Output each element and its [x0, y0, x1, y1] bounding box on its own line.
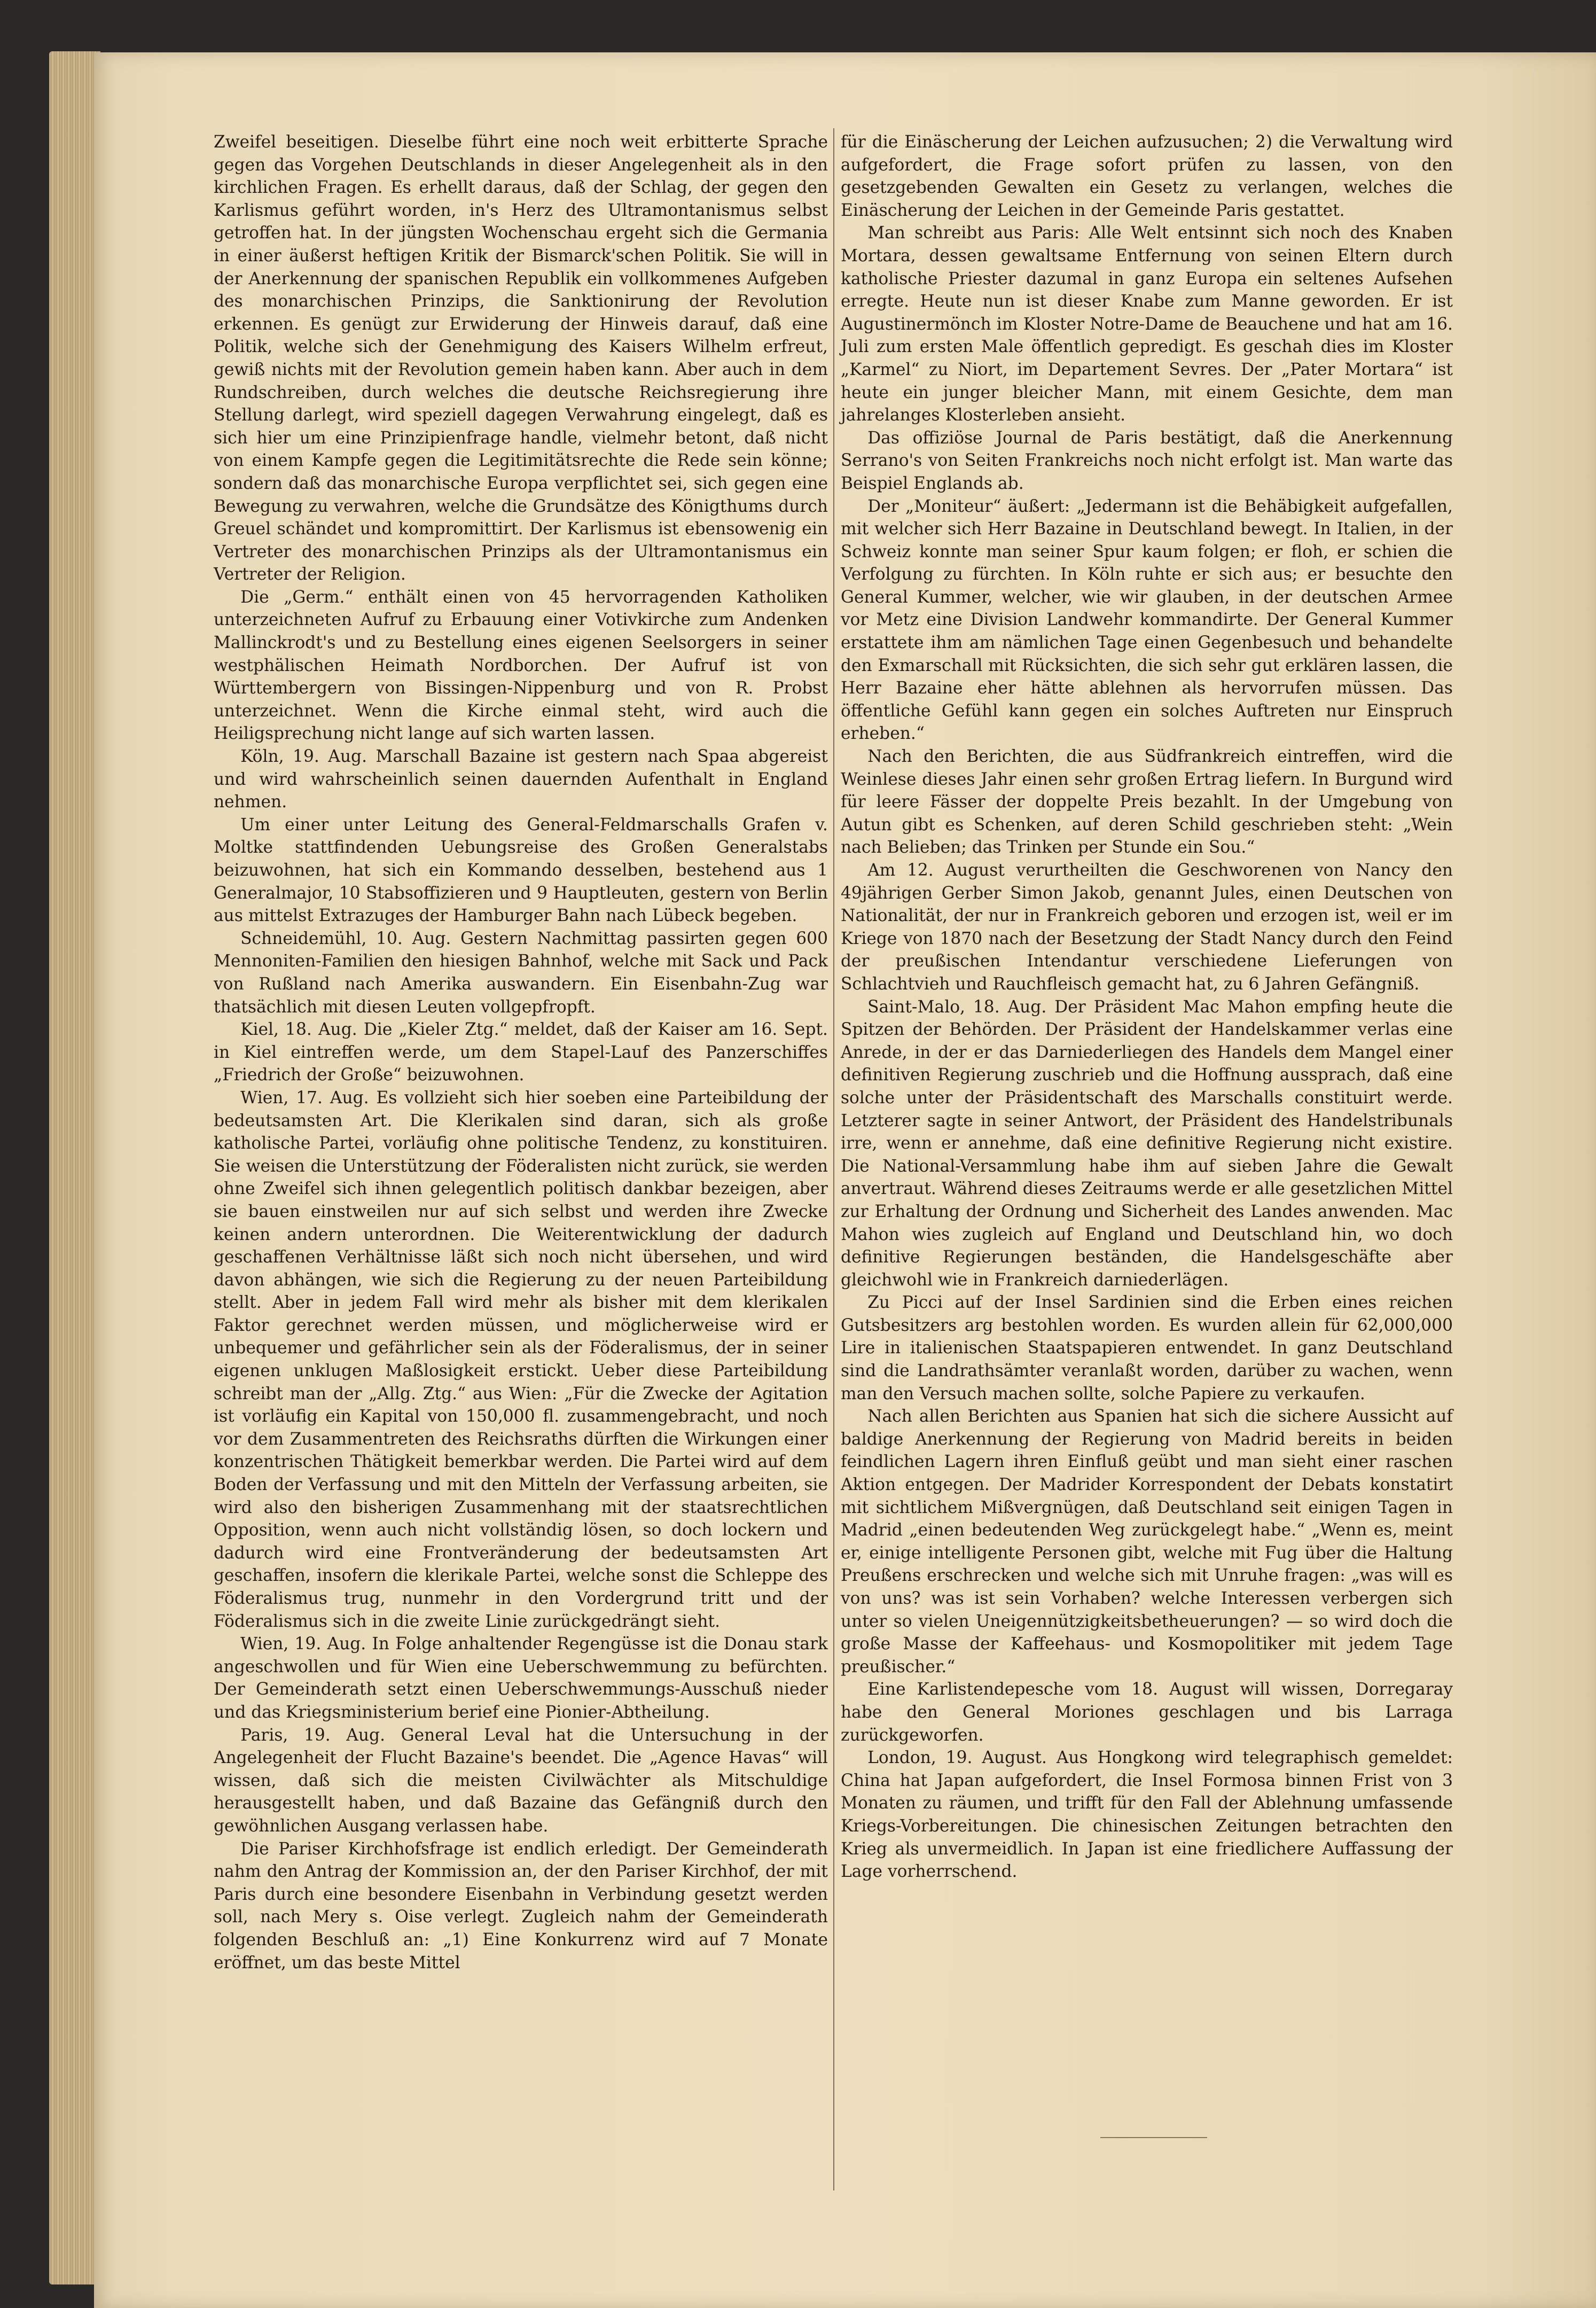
- end-rule: [1100, 2137, 1207, 2138]
- left-column: [214, 131, 828, 1974]
- paragraph: Nach den Berichten, die aus Südfrankreich eintreffen, wird die Weinlese dieses Jahr einen sehr großen Ertrag liefern. In Burgund wird für leere Fässer der doppelte Preis bezahlt. In der Umgebung von Autun gibt es Schenken, auf deren Schild geschrieben steht: „Wein nach Belieben; das Trinken per Stunde ein Sou.“: [841, 747, 1453, 857]
- paragraph: Nach allen Berichten aus Spanien hat sich die sichere Aussicht auf baldige Anerkennung der Regierung von Madrid bereits in beiden feindlichen Lagern ihren Einfluß geübt und man sieht einer raschen Aktion entgegen. Der Madrider Korrespondent der Debats konstatirt mit sichtlichem Mißvergnügen, daß Deutschland seit einigen Tagen in Madrid „einen bedeutenden Weg zurückgelegt habe.“ „Wenn es, meint er, einige intelligente Personen gibt, welche mit Fug über die Haltung Preußens erschrecken und welche sich mit Unruhe fragen: „was will es von uns? was ist sein Vorhaben? welche Interessen verbergen sich unter so vielen Uneigennützigkeitsbetheuerungen? — so wird doch die große Masse der Kaffeehaus- und Kosmopolitiker mit jedem Tage preußischer.“: [841, 1407, 1453, 1677]
- paragraph: London, 19. August. Aus Hongkong wird telegraphisch gemeldet: China hat Japan aufgefordert, die Insel Formosa binnen Frist von 3 Monaten zu räumen, und trifft für den Fall der Ablehnung umfassende Kriegs-Vorbereitungen. Die chinesischen Zeitungen betrachten den Krieg als unvermeidlich. In Japan ist eine friedlichere Auffassung der Lage vorherrschend.: [841, 1748, 1453, 1882]
- paragraph: Zu Picci auf der Insel Sardinien sind die Erben eines reichen Gutsbesitzers arg bestohlen worden. Es wurden allein für 62,000,000 Lire in italienischen Staatspapieren entwendet. In ganz Deutschland sind die Landrathsämter veranlaßt worden, darüber zu wachen, wenn man den Versuch machen sollte, solche Papiere zu verkaufen.: [841, 1293, 1453, 1403]
- column-divider: [833, 128, 834, 2190]
- paragraph: Eine Karlistendepesche vom 18. August will wissen, Dorregaray habe den General Moriones geschlagen und bis Larraga zurückgeworfen.: [841, 1680, 1453, 1745]
- paragraph: Wien, 19. Aug. In Folge anhaltender Regengüsse ist die Donau stark angeschwollen und für Wien eine Ueberschwemmung zu befürchten. Der Gemeinderath setzt einen Ueberschwemmungs-Ausschuß nieder und das Kriegsministerium berief eine Pionier-Abtheilung.: [214, 1634, 828, 1722]
- paragraph: Köln, 19. Aug. Marschall Bazaine ist gestern nach Spaa abgereist und wird wahrscheinlich seinen dauernden Aufenthalt in England nehmen.: [214, 747, 828, 812]
- paragraph: Zweifel beseitigen. Dieselbe führt eine noch weit erbitterte Sprache gegen das Vorgehen Deutschlands in dieser Angelegenheit als in den kirchlichen Fragen. Es erhellt daraus, daß der Schlag, der gegen den Karlismus geführt worden, in's Herz des Ultramontanismus selbst getroffen hat. In der jüngsten Wochenschau ergeht sich die Germania in einer äußerst heftigen Kritik der Bismarck'schen Politik. Sie will in der Anerkennung der spanischen Republik ein vollkommenes Aufgeben des monarchischen Prinzips, die Sanktionirung der Revolution erkennen. Es genügt zur Erwiderung der Hinweis darauf, daß eine Politik, welche sich der Genehmigung des Kaisers Wilhelm erfreut, gewiß nichts mit der Revolution gemein haben kann. Aber auch in dem Rundschreiben, durch welches die deutsche Reichsregierung ihre Stellung darlegt, wird speziell dagegen Verwahrung eingelegt, daß es sich hier um eine Prinzipienfrage handle, vielmehr betont, daß nicht von einem Kampfe gegen die Legitimitätsrechte die Rede sein könne; sondern daß das monarchische Europa verpflichtet sei, sich gegen eine Bewegung zu verwahren, welche die Grundsätze des Königthums durch Greuel schändet und kompromittirt. Der Karlismus ist ebensowenig ein Vertreter des monarchischen Prinzips als der Ultramontanismus ein Vertreter der Religion.: [214, 132, 828, 584]
- paragraph: Man schreibt aus Paris: Alle Welt entsinnt sich noch des Knaben Mortara, dessen gewaltsame Entfernung von seinen Eltern durch katholische Priester dazumal in ganz Europa ein seltenes Aufsehen erregte. Heute nun ist dieser Knabe zum Manne geworden. Er ist Augustinermönch im Kloster Notre-Dame de Beauchene und hat am 16. Juli zum ersten Male öffentlich gepredigt. Es geschah dies im Kloster „Karmel“ zu Niort, im Departement Sevres. Der „Pater Mortara“ ist heute ein junger bleicher Mann, mit einem Gesichte, dem man jahrelanges Klosterleben ansieht.: [841, 223, 1453, 425]
- paragraph: Paris, 19. Aug. General Leval hat die Untersuchung in der Angelegenheit der Flucht Bazaine's beendet. Die „Agence Havas“ will wissen, daß sich die meisten Civilwächter als Mitschuldige herausgestellt haben, und daß Bazaine das Gefängniß durch den gewöhnlichen Ausgang verlassen habe.: [214, 1725, 828, 1836]
- paragraph: für die Einäscherung der Leichen aufzusuchen; 2) die Verwaltung wird aufgefordert, die Frage sofort prüfen zu lassen, von den gesetzgebenden Gewalten ein Gesetz zu verlangen, welches die Einäscherung der Leichen in der Gemeinde Paris gestattet.: [841, 132, 1453, 220]
- paragraph: Schneidemühl, 10. Aug. Gestern Nachmittag passirten gegen 600 Mennoniten-Familien den hiesigen Bahnhof, welche mit Sack und Pack von Rußland nach Amerika auswandern. Ein Eisenbahn-Zug war thatsächlich mit diesen Leuten vollgepfropft.: [214, 929, 828, 1017]
- paragraph: Der „Moniteur“ äußert: „Jedermann ist die Behäbigkeit aufgefallen, mit welcher sich Herr Bazaine in Deutschland bewegt. In Italien, in der Schweiz konnte man seiner Spur kaum folgen; er floh, er schien die Verfolgung zu fürchten. In Köln ruhte er sich aus; er besuchte den General Kummer, welcher, wie wir glauben, in der deutschen Armee vor Metz eine Division Landwehr kommandirte. Der General Kummer erstattete ihm am nämlichen Tage einen Gegenbesuch und behandelte den Exmarschall mit Rücksichten, die sich sehr gut erklären lassen, die Herr Bazaine eher hätte ablehnen als hervorrufen müssen. Das öffentliche Gefühl kann gegen ein solches Auftreten nur Einspruch erheben.“: [841, 496, 1453, 744]
- paragraph: Die „Germ.“ enthält einen von 45 hervorragenden Katholiken unterzeichneten Aufruf zu Erbauung einer Votivkirche zum Andenken Mallinckrodt's und zu Bestellung eines eigenen Seelsorgers in seiner westphälischen Heimath Nordborchen. Der Aufruf ist von Württembergern von Bissingen-Nippenburg und von R. Probst unterzeichnet. Wenn die Kirche einmal steht, wird auch die Heiligsprechung nicht lange auf sich warten lassen.: [214, 587, 828, 744]
- paragraph: Kiel, 18. Aug. Die „Kieler Ztg.“ meldet, daß der Kaiser am 16. Sept. in Kiel eintreffen werde, um dem Stapel-Lauf des Panzerschiffes „Friedrich der Große“ beizuwohnen.: [214, 1020, 828, 1085]
- book-page-edges: [49, 51, 100, 2284]
- right-column: [841, 131, 1453, 1883]
- paragraph: Das offiziöse Journal de Paris bestätigt, daß die Anerkennung Serrano's von Seiten Frankreichs noch nicht erfolgt ist. Man warte das Beispiel Englands ab.: [841, 428, 1453, 493]
- paragraph: Am 12. August verurtheilten die Geschworenen von Nancy den 49jährigen Gerber Simon Jakob, genannt Jules, einen Deutschen von Nationalität, der nur in Frankreich geboren und erzogen ist, weil er im Kriege von 1870 nach der Besetzung der Stadt Nancy durch den Feind der preußischen Intendantur verschiedene Lieferungen von Schlachtvieh und Rauchfleisch gemacht hat, zu 6 Jahren Gefängniß.: [841, 861, 1453, 994]
- paragraph: Saint-Malo, 18. Aug. Der Präsident Mac Mahon empfing heute die Spitzen der Behörden. Der Präsident der Handelskammer verlas eine Anrede, in der er das Darniederliegen des Handels dem Mangel einer definitiven Regierung zuschrieb und die Hoffnung aussprach, daß eine solche unter der Präsidentschaft des Marschalls constituirt werde. Letzterer sagte in seiner Antwort, der Präsident des Handelstribunals irre, wenn er annehme, daß eine definitive Regierung nicht existire. Die National-Versammlung habe ihm auf sieben Jahre die Gewalt anvertraut. Während dieses Zeitraums werde er alle gesetzlichen Mittel zur Erhaltung der Ordnung und Sicherheit des Landes anwenden. Mac Mahon wies zugleich auf England und Deutschland hin, wo doch definitive Regierungen beständen, die Handelsgeschäfte aber gleichwohl wie in Frankreich darniederlägen.: [841, 997, 1453, 1290]
- paragraph: Die Pariser Kirchhofsfrage ist endlich erledigt. Der Gemeinderath nahm den Antrag der Kommission an, der den Pariser Kirchhof, der mit Paris durch eine besondere Eisenbahn in Verbindung gesetzt werden soll, nach Mery s. Oise verlegt. Zugleich nahm der Gemeinderath folgenden Beschluß an: „1) Eine Konkurrenz wird auf 7 Monate eröffnet, um das beste Mittel: [214, 1839, 828, 1972]
- paragraph: Um einer unter Leitung des General-Feldmarschalls Grafen v. Moltke stattfindenden Uebungsreise des Großen Generalstabs beizuwohnen, hat sich ein Kommando desselben, bestehend aus 1 Generalmajor, 10 Stabsoffizieren und 9 Hauptleuten, gestern von Berlin aus mittelst Extrazuges der Hamburger Bahn nach Lübeck begeben.: [214, 815, 828, 926]
- paragraph: Wien, 17. Aug. Es vollzieht sich hier soeben eine Parteibildung der bedeutsamsten Art. Die Klerikalen sind daran, sich als große katholische Partei, vorläufig ohne politische Tendenz, zu konstituiren. Sie weisen die Unterstützung der Föderalisten nicht zurück, sie werden ohne Zweifel sich ihnen gelegentlich politisch dankbar bezeigen, aber sie bauen einstweilen nur auf sich selbst und werden ihre Zwecke keinen andern unterordnen. Die Weiterentwicklung der dadurch geschaffenen Verhältnisse läßt sich noch nicht übersehen, und wird davon abhängen, wie sich die Regierung zu der neuen Parteibildung stellt. Aber in jedem Fall wird mehr als bisher mit dem klerikalen Faktor gerechnet werden müssen, und möglicherweise wird er unbequemer und gefährlicher sein als der Föderalismus, der in seiner eigenen unklugen Maßlosigkeit erstickt. Ueber diese Parteibildung schreibt man der „Allg. Ztg.“ aus Wien: „Für die Zwecke der Agitation ist vorläufig ein Kapital von 150,000 fl. zusammengebracht, und noch vor dem Zusammentreten des Reichsraths dürften die Wirkungen einer konzentrischen Thätigkeit bemerkbar werden. Die Partei wird auf dem Boden der Verfassung und mit den Mitteln der Verfassung arbeiten, sie wird also den bisherigen Zusammenhang mit der staatsrechtlichen Opposition, wenn auch nicht vollständig lösen, so doch lockern und dadurch wird eine Frontveränderung der bedeutsamsten Art geschaffen, insofern die klerikale Partei, welche sonst die Schleppe des Föderalismus trug, nunmehr in den Vordergrund tritt und der Föderalismus sich in die zweite Linie zurückgedrängt sieht.: [214, 1088, 828, 1631]
